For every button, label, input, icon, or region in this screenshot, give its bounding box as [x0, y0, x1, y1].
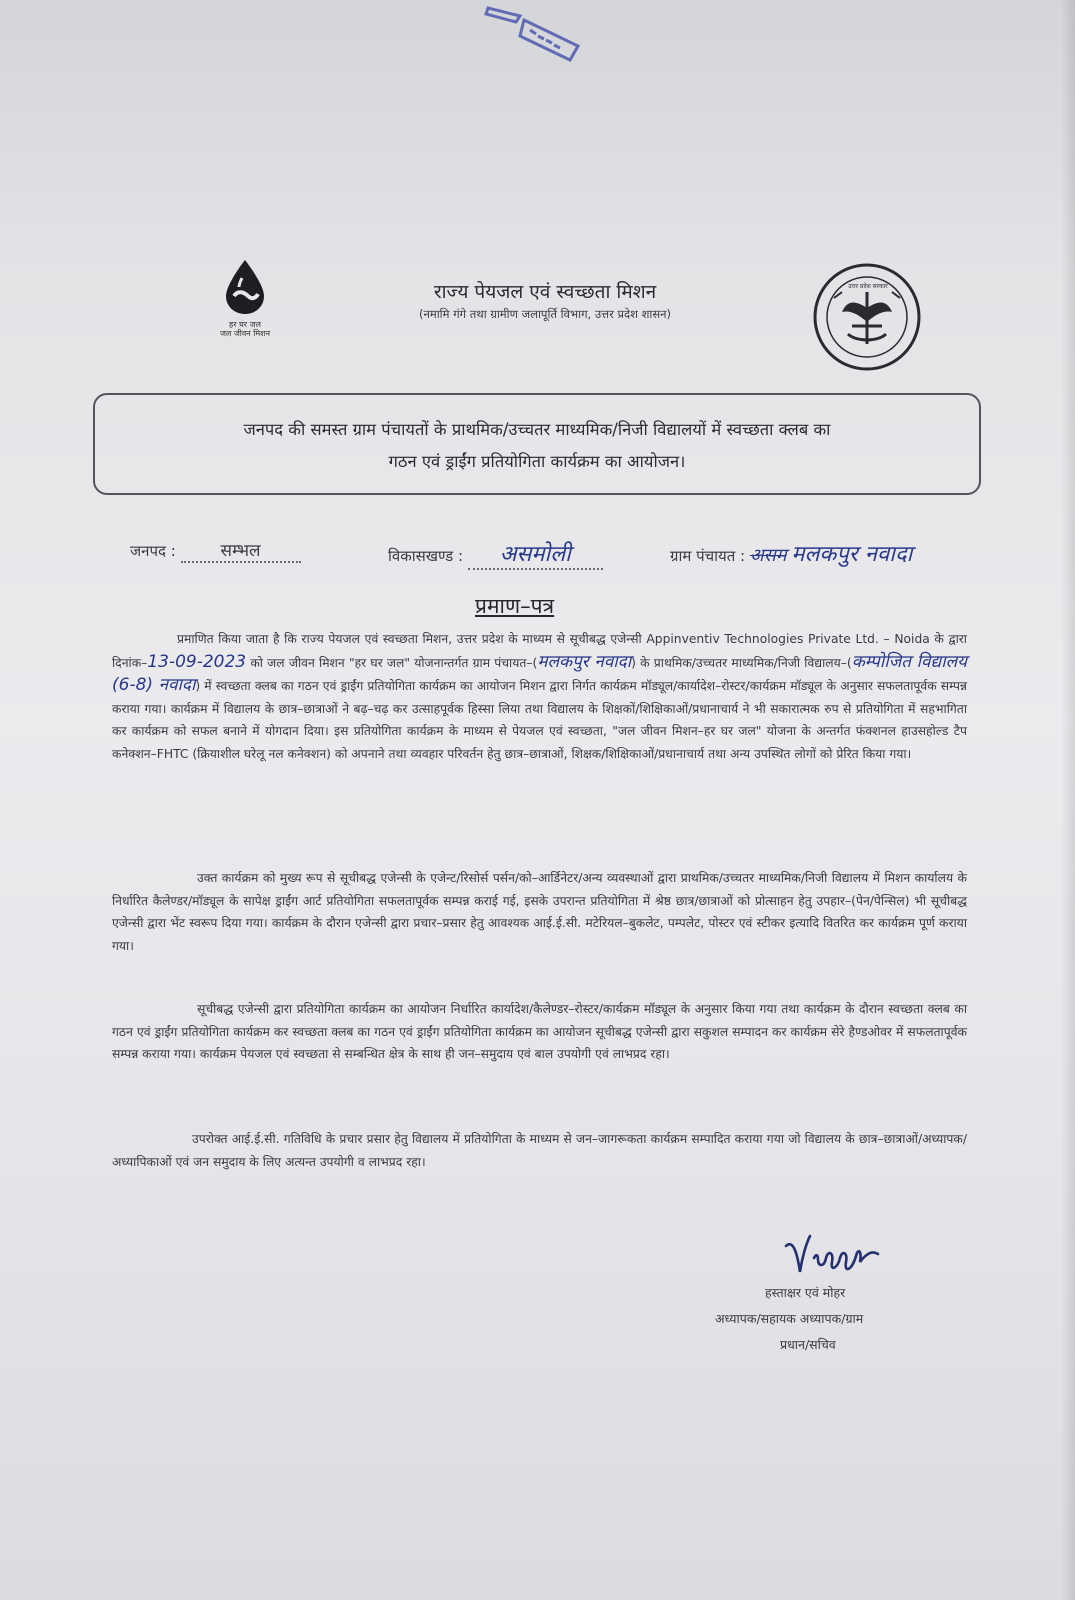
certificate-paragraph-3: सूचीबद्ध एजेन्सी द्वारा प्रतियोगिता कार्यक्रम का आयोजन निर्धारित कार्यादेश/कैलेण्डर–रोस्टर/कार्यक्रम मॉड्यूल के अनुसार किया गया तथा कार्यक्रम के दौरान स्वच्छता क्लब का गठन एवं ड्राईंग प्रतियोगिता कार्यक्रम कर स्वच्छता क्लब का गठन एवं ड्राईंग प्रतियोगिता कार्यक्रम का आयोजन सूचीबद्ध एजेन्सी द्वारा सकुशल सम्पादन कर कार्यक्रम सेरे हैण्डओवर में सफलतापूर्वक सम्पन्न कराया गया। कार्यक्रम पेयजल एवं स्वच्छता से सम्बन्धित क्षेत्र के साथ ही जन–समुदाय एवं बाल उपयोगी एवं लाभप्रद रहा।	[112, 1002, 967, 1061]
logo-caption-2: जल जीवन मिशन	[219, 329, 271, 338]
page-edge-shadow	[1061, 0, 1075, 1600]
subject-box	[93, 393, 981, 495]
water-drop-icon	[220, 258, 270, 316]
signature-designation-2: प्रधान/सचिव	[780, 1337, 836, 1352]
partial-stamp-mark	[480, 0, 590, 70]
block-value: असमोली	[468, 538, 603, 570]
emblem-text: उत्तर प्रदेश सरकार	[848, 283, 888, 290]
certificate-paragraph-1: प्रमाणित किया जाता है कि राज्य पेयजल एवं स्वच्छता मिशन, उत्तर प्रदेश के माध्यम से सूचीबद्ध एजेन्सी Appinventiv Technologies Private Ltd. – Noida के द्वारा दिनांक–13-09-2023 को जल जीवन मिशन "हर घर जल" योजनान्तर्गत ग्राम पंचायत–(मलकपुर नवादा) के प्राथमिक/उच्चतर माध्यमिक/निजी विद्यालय–(कम्पोजित विद्यालय (6-8) नवादा) में स्वच्छता क्लब का गठन एवं ड्राईंग प्रतियोगिता कार्यक्रम का आयोजन मिशन द्वारा निर्गत कार्यक्रम मॉड्यूल/कार्यादेश–रोस्टर/कार्यक्रम मॉड्यूल के अनुसार सफलतापूर्वक सम्पन्न कराया गया। कार्यक्रम में विद्यालय के छात्र–छात्राओं ने बढ़–चढ़ कर उत्साहपूर्वक हिस्सा लिया तथा विद्यालय के शिक्षकों/शिक्षिकाओं/प्रधानाचार्य ने भी सकारात्मक रुप से प्रतियोगिता में सहभागिता कर कार्यक्रम को सफल बनाने में योगदान दिया। इस प्रतियोगिता कार्यक्रम के माध्यम से पेयजल एवं स्वच्छता, "जल जीवन मिशन–हर घर जल" योजना के अन्तर्गत फंक्शनल हाउसहोल्ड टैप कनेक्शन–FHTC (क्रियाशील घरेलू नल कनेक्शन) को अपनाने तथा व्यवहार परिवर्तन हेतु छात्र–छात्राओं, शिक्षक/शिक्षिकाओं/प्रधानाचार्य तथा अन्य उपस्थित लोगों को प्रेरित किया गया।	[112, 632, 968, 761]
gram-panchayat-struck-text: असम	[749, 545, 787, 566]
jal-jeevan-mission-logo	[200, 258, 290, 338]
organization-title: राज्य पेयजल एवं स्वच्छता मिशन	[433, 281, 657, 303]
certificate-heading: प्रमाण–पत्र	[475, 594, 555, 618]
gram-panchayat-label: ग्राम पंचायत :	[670, 547, 746, 565]
logo-caption: हर घर जल	[229, 320, 261, 329]
district-value: सम्भल	[181, 538, 301, 563]
handwritten-gram-panchayat: मलकपुर नवादा	[537, 651, 632, 672]
subject-line-1: जनपद की समस्त ग्राम पंचायतों के प्राथमिक/उच्चतर माध्यमिक/निजी विद्यालयों में स्वच्छता क्लब का	[243, 420, 831, 439]
certificate-paragraph-2: उक्त कार्यक्रम को मुख्य रूप से सूचीबद्ध एजेन्सी के एजेन्ट/रिसोर्स पर्सन/को–आर्डिनेटर/अन्य व्यवस्थाओं द्वारा प्राथमिक/उच्चतर माध्यमिक/निजी विद्यालय में मिशन कार्यालय के निर्धारित कैलेण्डर/मॉड्यूल के सापेक्ष ड्राईंग आर्ट प्रतियोगिता सफलतापूर्वक सम्पन्न कराई गई, इसके उपरान्त प्रतियोगिता में श्रेष्ठ छात्र/छात्राओं को प्रोत्साहन हेतु उपहार–(पेन/पेन्सिल) भी सूचीबद्ध एजेन्सी द्वारा भेंट स्वरूप दिया गया। कार्यक्रम के दौरान एजेन्सी द्वारा प्रचार–प्रसार हेतु आवश्यक आई.ई.सी. मटेरियल–बुकलेट, पम्पलेट, पोस्टर एवं स्टीकर इत्यादि वितरित कर कार्यक्रम पूर्ण कराया गया।	[112, 871, 967, 953]
gram-panchayat-field	[670, 538, 912, 568]
handwritten-school-name: कम्पोजित विद्यालय (6-8) नवादा	[112, 651, 967, 695]
organization-subtitle: (नमामि गंगे तथा ग्रामीण जलापूर्ति विभाग, उत्तर प्रदेश शासन)	[418, 307, 672, 321]
handwritten-signature	[780, 1228, 890, 1284]
handwritten-date: 13-09-2023	[147, 651, 247, 672]
district-label: जनपद :	[130, 542, 176, 560]
signature-designation: अध्यापक/सहायक अध्यापक/ग्राम	[715, 1311, 864, 1326]
signature-seal-label: हस्ताक्षर एवं मोहर	[765, 1285, 846, 1300]
subject-line-2: गठन एवं ड्राईंग प्रतियोगिता कार्यक्रम का आयोजन।	[388, 452, 686, 471]
block-field	[388, 538, 603, 570]
district-field	[130, 538, 301, 563]
certificate-paragraph-4: उपरोक्त आई.ई.सी. गतिविधि के प्रचार प्रसार हेतु विद्यालय में प्रतियोगिता के माध्यम से जन–जागरूकता कार्यक्रम सम्पादित कराया गया जो विद्यालय के छात्र–छात्राओं/अध्यापक/अध्यापिकाओं एवं जन समुदाय के लिए अत्यन्त उपयोगी व लाभप्रद रहा।	[112, 1132, 967, 1169]
block-label: विकासखण्ड :	[388, 547, 464, 565]
uttar-pradesh-emblem	[812, 262, 922, 372]
gram-panchayat-value: मलकपुर नवादा	[791, 542, 913, 567]
